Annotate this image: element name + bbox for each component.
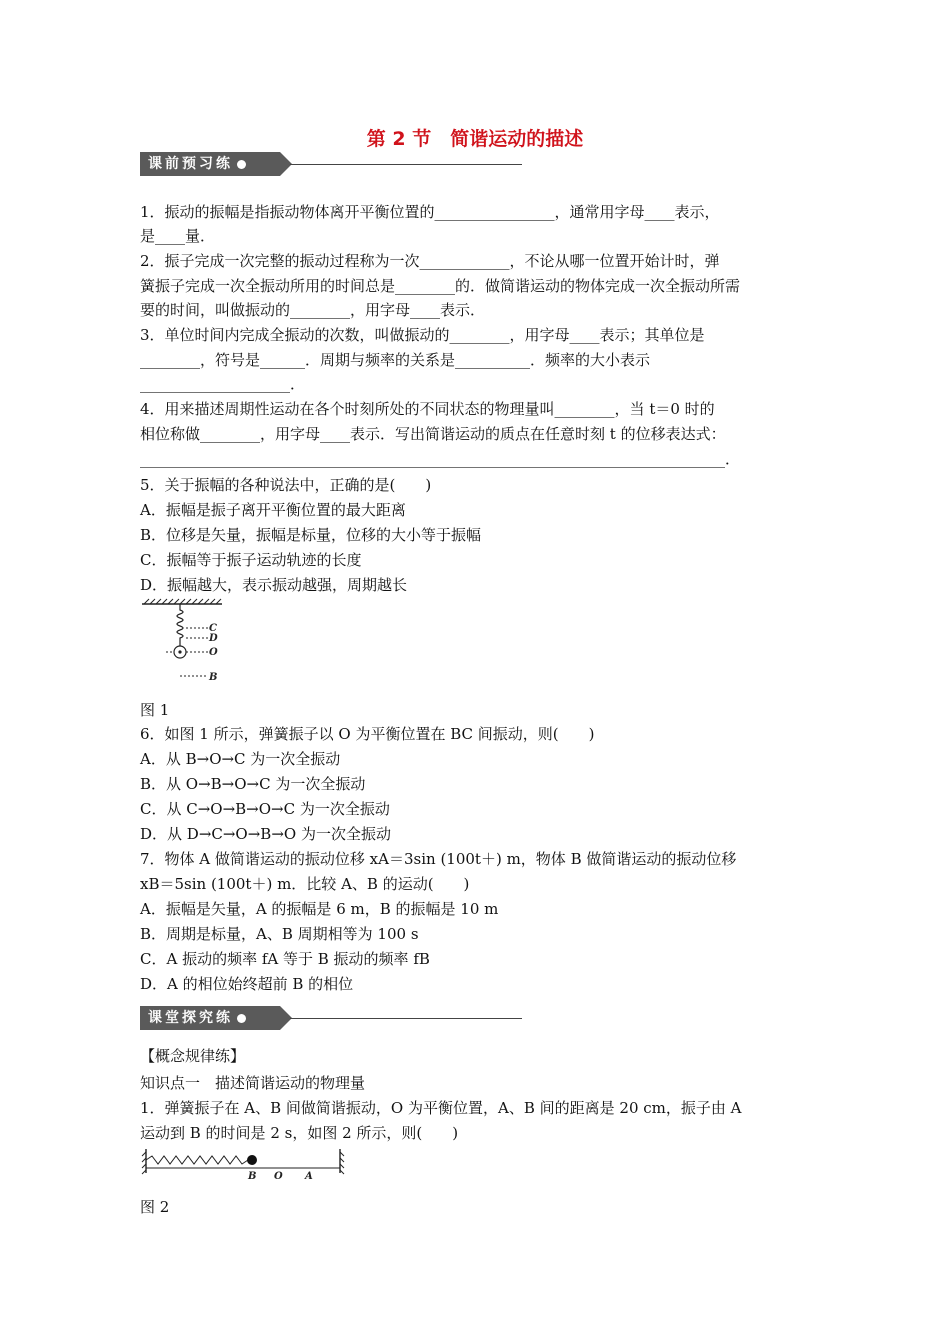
figure-1-spring-oscillator bbox=[138, 596, 228, 686]
page-title: 第 2 节 简谐运动的描述 bbox=[366, 128, 584, 150]
question-1: 1．弹簧振子在 A、B 间做简谐振动，O 为平衡位置，A、B 间的距离是 20 cm，振子由 A bbox=[140, 1099, 742, 1117]
text-line: ____________________． bbox=[140, 375, 306, 393]
question-7: 7．物体 A 做简谐运动的振动位移 xA＝3sin (100t＋) m，物体 B 做简谐运动的振动位移 bbox=[140, 850, 737, 868]
dot-icon bbox=[237, 1014, 246, 1023]
label-b: B bbox=[248, 1171, 257, 1180]
label-d: D bbox=[209, 633, 218, 644]
knowledge-point: 知识点一 描述简谐运动的物理量 bbox=[140, 1074, 366, 1092]
text-line: 运动到 B 的时间是 2 s，如图 2 所示，则( ) bbox=[140, 1124, 459, 1142]
option-b: B．位移是矢量，振幅是标量，位移的大小等于振幅 bbox=[140, 526, 482, 544]
section-banner-class bbox=[140, 1006, 522, 1030]
divider bbox=[290, 164, 522, 165]
label-b: B bbox=[209, 672, 218, 683]
banner-label: 课堂探究练 bbox=[148, 1010, 233, 1026]
banner-label: 课前预习练 bbox=[148, 156, 233, 172]
option-b: B．从 O→B→O→C 为一次全振动 bbox=[140, 775, 366, 793]
option-d: D．振幅越大，表示振动越强，周期越长 bbox=[140, 576, 408, 594]
option-d: D．A 的相位始终超前 B 的相位 bbox=[140, 975, 354, 993]
option-c: C．振幅等于振子运动轨迹的长度 bbox=[140, 551, 362, 569]
text-line: ______________________________________________________________________________． bbox=[140, 450, 741, 468]
question-6: 6．如图 1 所示，弹簧振子以 O 为平衡位置在 BC 间振动，则( ) bbox=[140, 725, 595, 743]
text-line: 2．振子完成一次完整的振动过程称为一次____________，不论从哪一位置开始计时，弹 bbox=[140, 252, 720, 270]
option-a: A．振幅是矢量，A 的振幅是 6 m，B 的振幅是 10 m bbox=[140, 900, 499, 918]
figure-caption: 图 1 bbox=[140, 701, 170, 719]
question-5: 5．关于振幅的各种说法中，正确的是( ) bbox=[140, 476, 432, 494]
section-banner-preview bbox=[140, 152, 522, 176]
text-line: xB＝5sin (100t＋) m．比较 A、B 的运动( ) bbox=[140, 875, 470, 893]
text-line: ________，符号是______．周期与频率的关系是__________．频率的大小表示 bbox=[140, 351, 651, 369]
text-line: 要的时间，叫做振动的________，用字母____表示． bbox=[140, 301, 486, 319]
label-o: O bbox=[209, 647, 218, 658]
divider bbox=[290, 1018, 522, 1019]
figure-caption: 图 2 bbox=[140, 1198, 170, 1216]
section-heading: 【概念规律练】 bbox=[140, 1047, 246, 1065]
label-c: C bbox=[209, 623, 217, 634]
option-b: B．周期是标量，A、B 周期相等为 100 s bbox=[140, 925, 419, 943]
option-c: C．A 振动的频率 fA 等于 B 振动的频率 fB bbox=[140, 950, 430, 968]
option-c: C．从 C→O→B→O→C 为一次全振动 bbox=[140, 800, 390, 818]
text-line: 4．用来描述周期性运动在各个时刻所处的不同状态的物理量叫________，当 t＝0 时的 bbox=[140, 400, 715, 418]
label-o: O bbox=[274, 1171, 283, 1180]
label-a: A bbox=[305, 1171, 313, 1180]
option-a: A．从 B→O→C 为一次全振动 bbox=[140, 750, 341, 768]
text-line: 1．振动的振幅是指振动物体离开平衡位置的________________，通常用字母____表示， bbox=[140, 203, 720, 221]
text-line: 是____量． bbox=[140, 227, 216, 245]
option-a: A．振幅是振子离开平衡位置的最大距离 bbox=[140, 501, 406, 519]
text-line: 相位称做________，用字母____表示．写出简谐运动的质点在任意时刻 t 的位移表达式： bbox=[140, 425, 726, 443]
text-line: 簧振子完成一次全振动所用的时间总是________的．做简谐运动的物体完成一次全振动所需 bbox=[140, 277, 741, 295]
option-d: D．从 D→C→O→B→O 为一次全振动 bbox=[140, 825, 391, 843]
figure-2-horizontal-spring bbox=[140, 1146, 350, 1180]
dot-icon bbox=[237, 160, 246, 169]
text-line: 3．单位时间内完成全振动的次数，叫做振动的________，用字母____表示；其单位是 bbox=[140, 326, 705, 344]
